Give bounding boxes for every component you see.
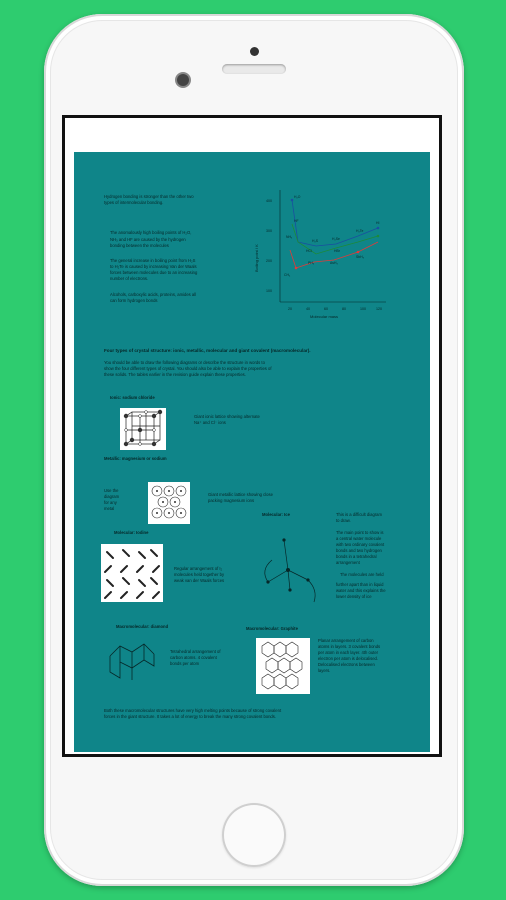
ice-note: water and this explains the — [336, 588, 386, 593]
iodine-desc: molecules held together by — [174, 572, 225, 577]
ice-note: bonds and two hydrogen — [336, 548, 382, 553]
para-line: can form hydrogen bonds — [110, 298, 158, 303]
metallic-desc: Giant metallic lattice showing close — [208, 492, 273, 497]
sodium-chloride-lattice-image — [120, 408, 166, 450]
graph-xtick: 40 — [306, 307, 310, 311]
front-camera-icon — [250, 47, 259, 56]
metallic-side: diagram — [104, 494, 120, 499]
para-line: forces between molecules due to an increasing — [110, 270, 198, 275]
graph-xtick: 120 — [376, 307, 382, 311]
lattice-drawing — [120, 408, 166, 450]
para-line: The anomalously high boiling points of H₂O, — [110, 230, 192, 235]
metallic-desc: packing magnesium ions — [208, 498, 255, 503]
para-line: NH₃ and HF are caused by the hydrogen — [110, 237, 186, 242]
diamond-desc: Tetrahedral arrangement of — [170, 649, 221, 654]
ice-note: arrangement — [336, 560, 360, 565]
diamond-structure-diagram — [104, 636, 160, 686]
data-point — [377, 227, 380, 230]
metal-lattice-drawing — [148, 482, 190, 524]
graphite-title: Macromolecular: Graphite — [246, 626, 298, 631]
ice-note: to draw. — [336, 518, 351, 523]
diamond-desc: bonds per atom — [170, 661, 200, 666]
graph-label: H₂Se — [332, 237, 340, 241]
ice-note: with two ordinary covalent — [336, 542, 385, 547]
footer-line: forces in the giant structure. It takes a lot of energy to break the many strong covalent bonds. — [104, 714, 277, 719]
graphite-desc: atoms in layers. 3 covalent bonds — [318, 644, 381, 649]
intro-line: Hydrogen bonding is stronger than the other two — [104, 194, 194, 199]
home-button[interactable] — [222, 803, 286, 867]
metallic-side: Use the — [104, 488, 119, 493]
para-line: You should be able to draw the following diagrams or describe the structure in words to — [104, 360, 265, 365]
graph-ytick: 300 — [266, 229, 272, 233]
graphite-desc: Delocalised electrons between — [318, 662, 375, 667]
para-line: number of electrons. — [110, 276, 149, 281]
graphite-desc: layers. — [318, 668, 331, 673]
graph-ytick: 200 — [266, 259, 272, 263]
ice-structure-diagram — [254, 520, 334, 610]
ice-title: Molecular: Ice — [262, 512, 290, 517]
iodine-lattice-image — [101, 544, 163, 602]
ionic-desc: Na⁺ and Cl⁻ ions — [194, 420, 226, 425]
para-line: Alcohols, carboxylic acids, proteins, amides all — [110, 292, 197, 297]
screen-area — [65, 118, 439, 754]
graph-xtick: 100 — [360, 307, 366, 311]
ice-note: This is a difficult diagram — [336, 512, 383, 517]
ice-note: The main point to show is — [336, 530, 384, 535]
graph-ytick: 100 — [266, 289, 272, 293]
phone-screen — [62, 115, 442, 757]
para-line: The general increase in boiling point from H₂S — [110, 258, 196, 263]
iodine-drawing — [101, 544, 163, 602]
metallic-title: Metallic: magnesium or sodium — [104, 456, 167, 461]
graph-label: PH₃ — [308, 261, 315, 265]
ice-note: bonds in a tetrahedral — [336, 554, 377, 559]
graph-xtick: 20 — [288, 307, 292, 311]
ionic-desc: Giant ionic lattice showing alternate — [194, 414, 260, 419]
diamond-title: Macromolecular: diamond — [116, 624, 169, 629]
graph-xtick: 80 — [342, 307, 346, 311]
graph-label: H₂Te — [356, 229, 364, 233]
intro-line: types of intermolecular bonding. — [104, 200, 164, 205]
graph-label: AsH₃ — [330, 261, 338, 265]
graph-label: SbH₃ — [356, 255, 364, 259]
graph-xlabel: Molecular mass — [310, 314, 339, 319]
para-line: show the four different types of crystal. You should also be able to explain the properties of — [104, 366, 272, 371]
ice-note: further apart than in liquid — [336, 582, 384, 587]
metallic-side: for any — [104, 500, 117, 505]
section-heading: Four types of crystal structure: ionic, metallic, molecular and giant covalent (macromolecular). — [104, 348, 311, 353]
data-point — [295, 267, 298, 270]
graph-label: HI — [376, 221, 380, 225]
ionic-title: Ionic: sodium chloride — [110, 395, 155, 400]
iodine-desc: Regular arrangement of I₂ — [174, 566, 223, 571]
earpiece-speaker — [222, 64, 286, 74]
graph-xtick: 60 — [324, 307, 328, 311]
graph-label: H₂O — [294, 195, 301, 199]
graph-label: H₂S — [312, 239, 319, 243]
graph-label: HF — [294, 219, 299, 223]
ice-note: lower density of ice — [336, 594, 372, 599]
para-line: these solids. The tables earlier in the revision guide explain these properties. — [104, 372, 246, 377]
footer-line: Both these macromolecular structures have very high melting points because of strong covalent — [104, 708, 282, 713]
graph-label: HBr — [334, 249, 340, 253]
document-page[interactable] — [74, 152, 430, 752]
diamond-desc: carbon atoms. 4 covalent — [170, 655, 217, 660]
data-point — [291, 199, 294, 202]
iodine-title: Molecular: Iodine — [114, 530, 149, 535]
graph-label: HCl — [306, 249, 312, 253]
graph-label: NH₃ — [286, 235, 293, 239]
iodine-desc: weak van der Waals forces — [174, 578, 225, 583]
graph-ylabel: Boiling point / K — [254, 244, 259, 272]
data-point — [377, 235, 380, 238]
magnesium-lattice-image — [148, 482, 190, 524]
graph-label: CH₄ — [284, 273, 291, 277]
graphite-desc: Planar arrangement of carbon — [318, 638, 374, 643]
graphite-desc: electron per atom is delocalised. — [318, 656, 379, 661]
ice-note: a central water molecule — [336, 536, 382, 541]
metallic-side: metal — [104, 506, 115, 511]
graphite-drawing — [256, 638, 310, 694]
data-point — [357, 251, 360, 254]
ice-note: The molecules are held — [340, 572, 384, 577]
boiling-point-graph — [254, 182, 394, 332]
para-line: to H₂Te is caused by increasing Van der Waals — [110, 264, 197, 269]
graph-ytick: 400 — [266, 199, 272, 203]
graphite-desc: per atom in each layer. 4th outer — [318, 650, 379, 655]
para-line: bonding between the molecules — [110, 243, 169, 248]
camera-lens-icon — [177, 74, 189, 86]
graphite-layers-image — [256, 638, 310, 694]
